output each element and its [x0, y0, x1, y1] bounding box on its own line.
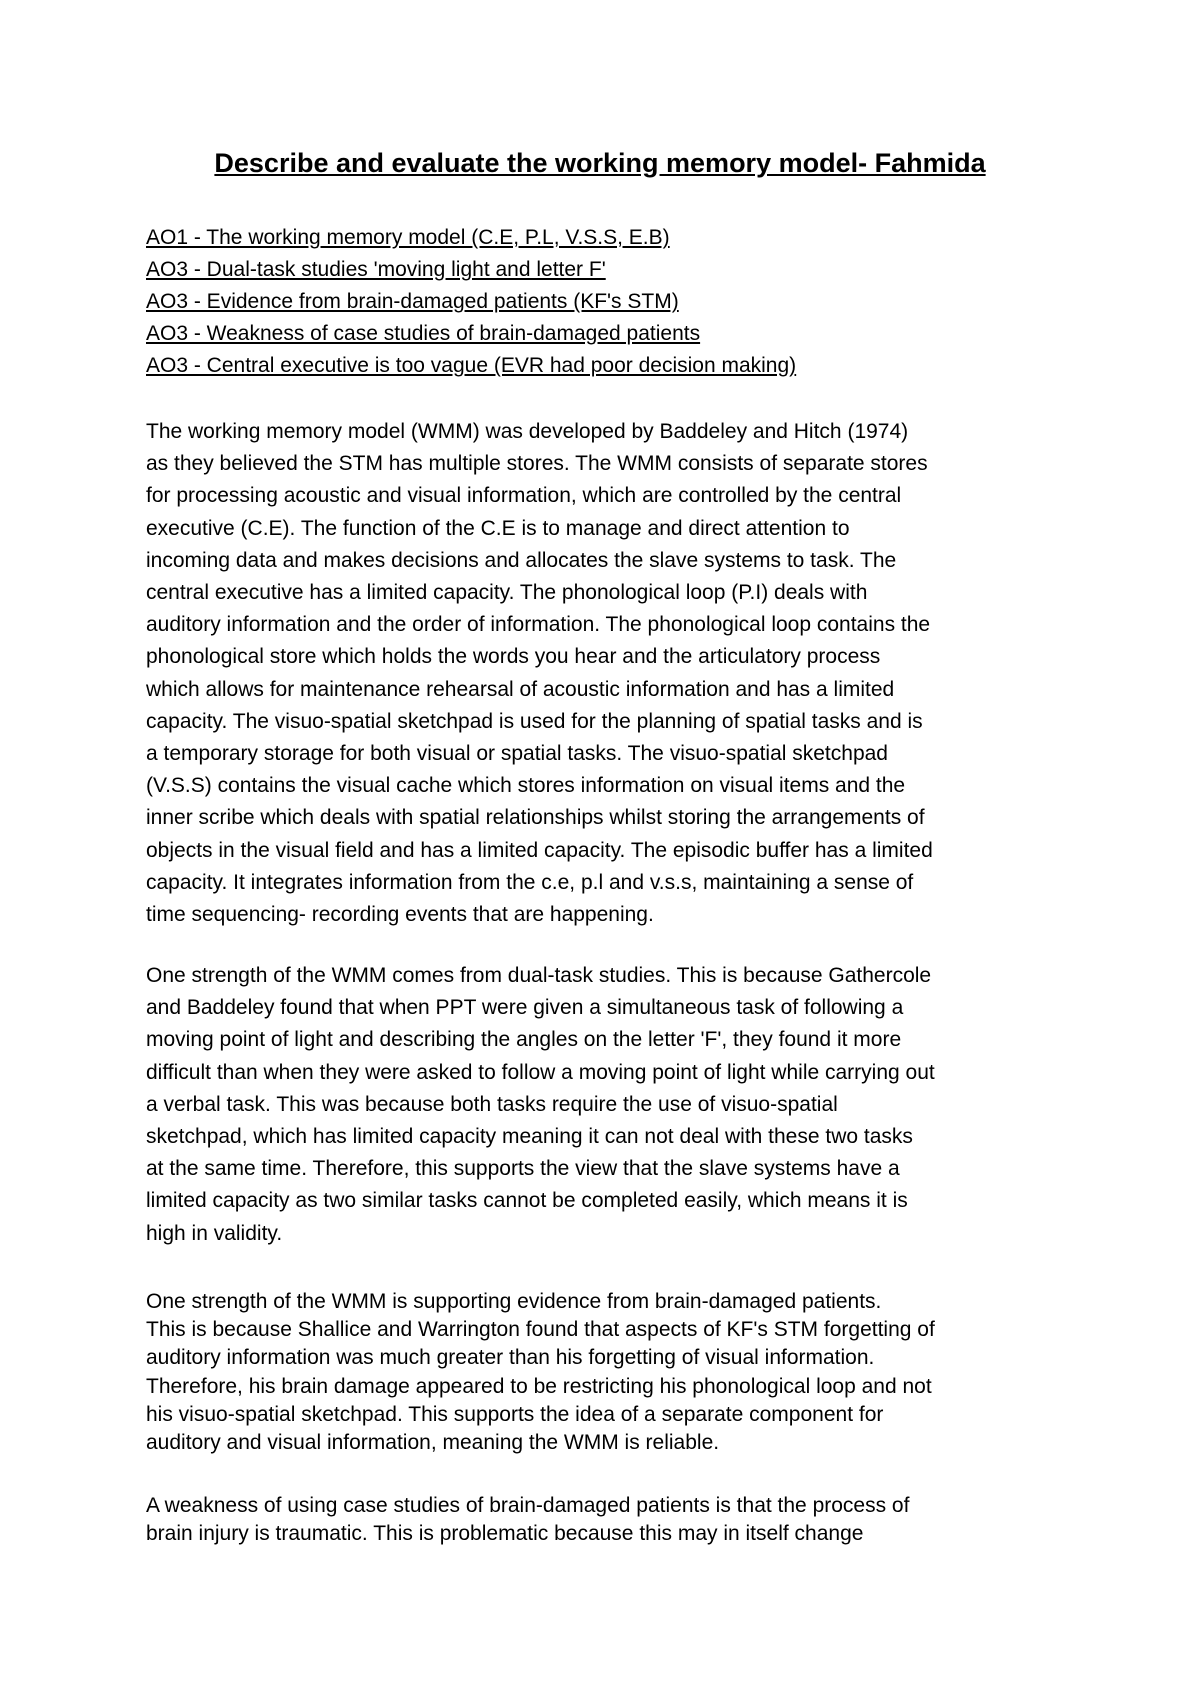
text-line: auditory information and the order of information. The phonological loop contains the — [146, 613, 931, 637]
text-line: a temporary storage for both visual or spatial tasks. The visuo-spatial sketchpad — [146, 742, 888, 766]
paragraph-wmm-description — [146, 416, 1076, 931]
text-line: difficult than when they were asked to follow a moving point of light while carrying out — [146, 1060, 935, 1084]
outline-item: AO3 - Dual-task studies 'moving light and letter F' — [146, 258, 606, 281]
text-line: for processing acoustic and visual information, which are controlled by the central — [146, 484, 902, 508]
text-line: (V.S.S) contains the visual cache which stores information on visual items and the — [146, 774, 906, 798]
text-line: sketchpad, which has limited capacity meaning it can not deal with these two tasks — [146, 1125, 913, 1149]
text-line: incoming data and makes decisions and allocates the slave systems to task. The — [146, 548, 897, 572]
text-line: phonological store which holds the words you hear and the articulatory process — [146, 645, 881, 669]
text-line: a verbal task. This was because both tasks require the use of visuo-spatial — [146, 1092, 838, 1116]
paragraph-dual-task-strength — [146, 960, 1076, 1250]
text-line: his visuo-spatial sketchpad. This supports the idea of a separate component for — [146, 1402, 884, 1426]
text-line: moving point of light and describing the angles on the letter 'F', they found it more — [146, 1028, 902, 1052]
text-line: executive (C.E). The function of the C.E is to manage and direct attention to — [146, 516, 850, 540]
paragraph-case-study-weakness — [146, 1492, 1076, 1548]
text-line: Therefore, his brain damage appeared to be restricting his phonological loop and not — [146, 1374, 932, 1398]
text-line: limited capacity as two similar tasks cannot be completed easily, which means it is — [146, 1189, 908, 1213]
text-line: as they believed the STM has multiple stores. The WMM consists of separate stores — [146, 452, 928, 476]
text-line: This is because Shallice and Warrington found that aspects of KF's STM forgetting of — [146, 1318, 935, 1342]
text-line: capacity. It integrates information from the c.e, p.l and v.s.s, maintaining a sense of — [146, 870, 914, 894]
text-line: One strength of the WMM comes from dual-task studies. This is because Gathercole — [146, 964, 932, 987]
text-line: The working memory model (WMM) was developed by Baddeley and Hitch (1974) — [146, 420, 909, 443]
text-line: One strength of the WMM is supporting evidence from brain-damaged patients. — [146, 1290, 882, 1313]
text-line: which allows for maintenance rehearsal of acoustic information and has a limited — [146, 677, 895, 701]
outline-item: AO3 - Weakness of case studies of brain-damaged patients — [146, 322, 701, 345]
text-line: inner scribe which deals with spatial relationships whilst storing the arrangements of — [146, 806, 925, 830]
text-line: central executive has a limited capacity. The phonological loop (P.I) deals with — [146, 581, 868, 605]
text-line: high in validity. — [146, 1221, 283, 1245]
text-line: at the same time. Therefore, this supports the view that the slave systems have a — [146, 1157, 900, 1181]
paragraph-brain-damage-strength — [146, 1288, 1076, 1457]
text-line: time sequencing- recording events that are happening. — [146, 903, 654, 927]
text-line: objects in the visual field and has a limited capacity. The episodic buffer has a limited — [146, 838, 933, 862]
text-line: A weakness of using case studies of brain-damaged patients is that the process of — [146, 1494, 910, 1517]
outline-item: AO3 - Evidence from brain-damaged patients (KF's STM) — [146, 290, 679, 313]
outline-item: AO3 - Central executive is too vague (EVR had poor decision making) — [146, 354, 797, 377]
outline-item: AO1 - The working memory model (C.E, P.L, V.S.S, E.B) — [146, 226, 670, 249]
text-line: auditory and visual information, meaning the WMM is reliable. — [146, 1431, 720, 1455]
essay-outline — [146, 222, 1076, 382]
text-line: auditory information was much greater than his forgetting of visual information. — [146, 1346, 875, 1370]
text-line: capacity. The visuo-spatial sketchpad is used for the planning of spatial tasks and is — [146, 709, 923, 733]
document-title: Describe and evaluate the working memory model- Fahmida — [214, 148, 986, 178]
text-line: brain injury is traumatic. This is problematic because this may in itself change — [146, 1522, 864, 1546]
text-line: and Baddeley found that when PPT were given a simultaneous task of following a — [146, 996, 904, 1020]
